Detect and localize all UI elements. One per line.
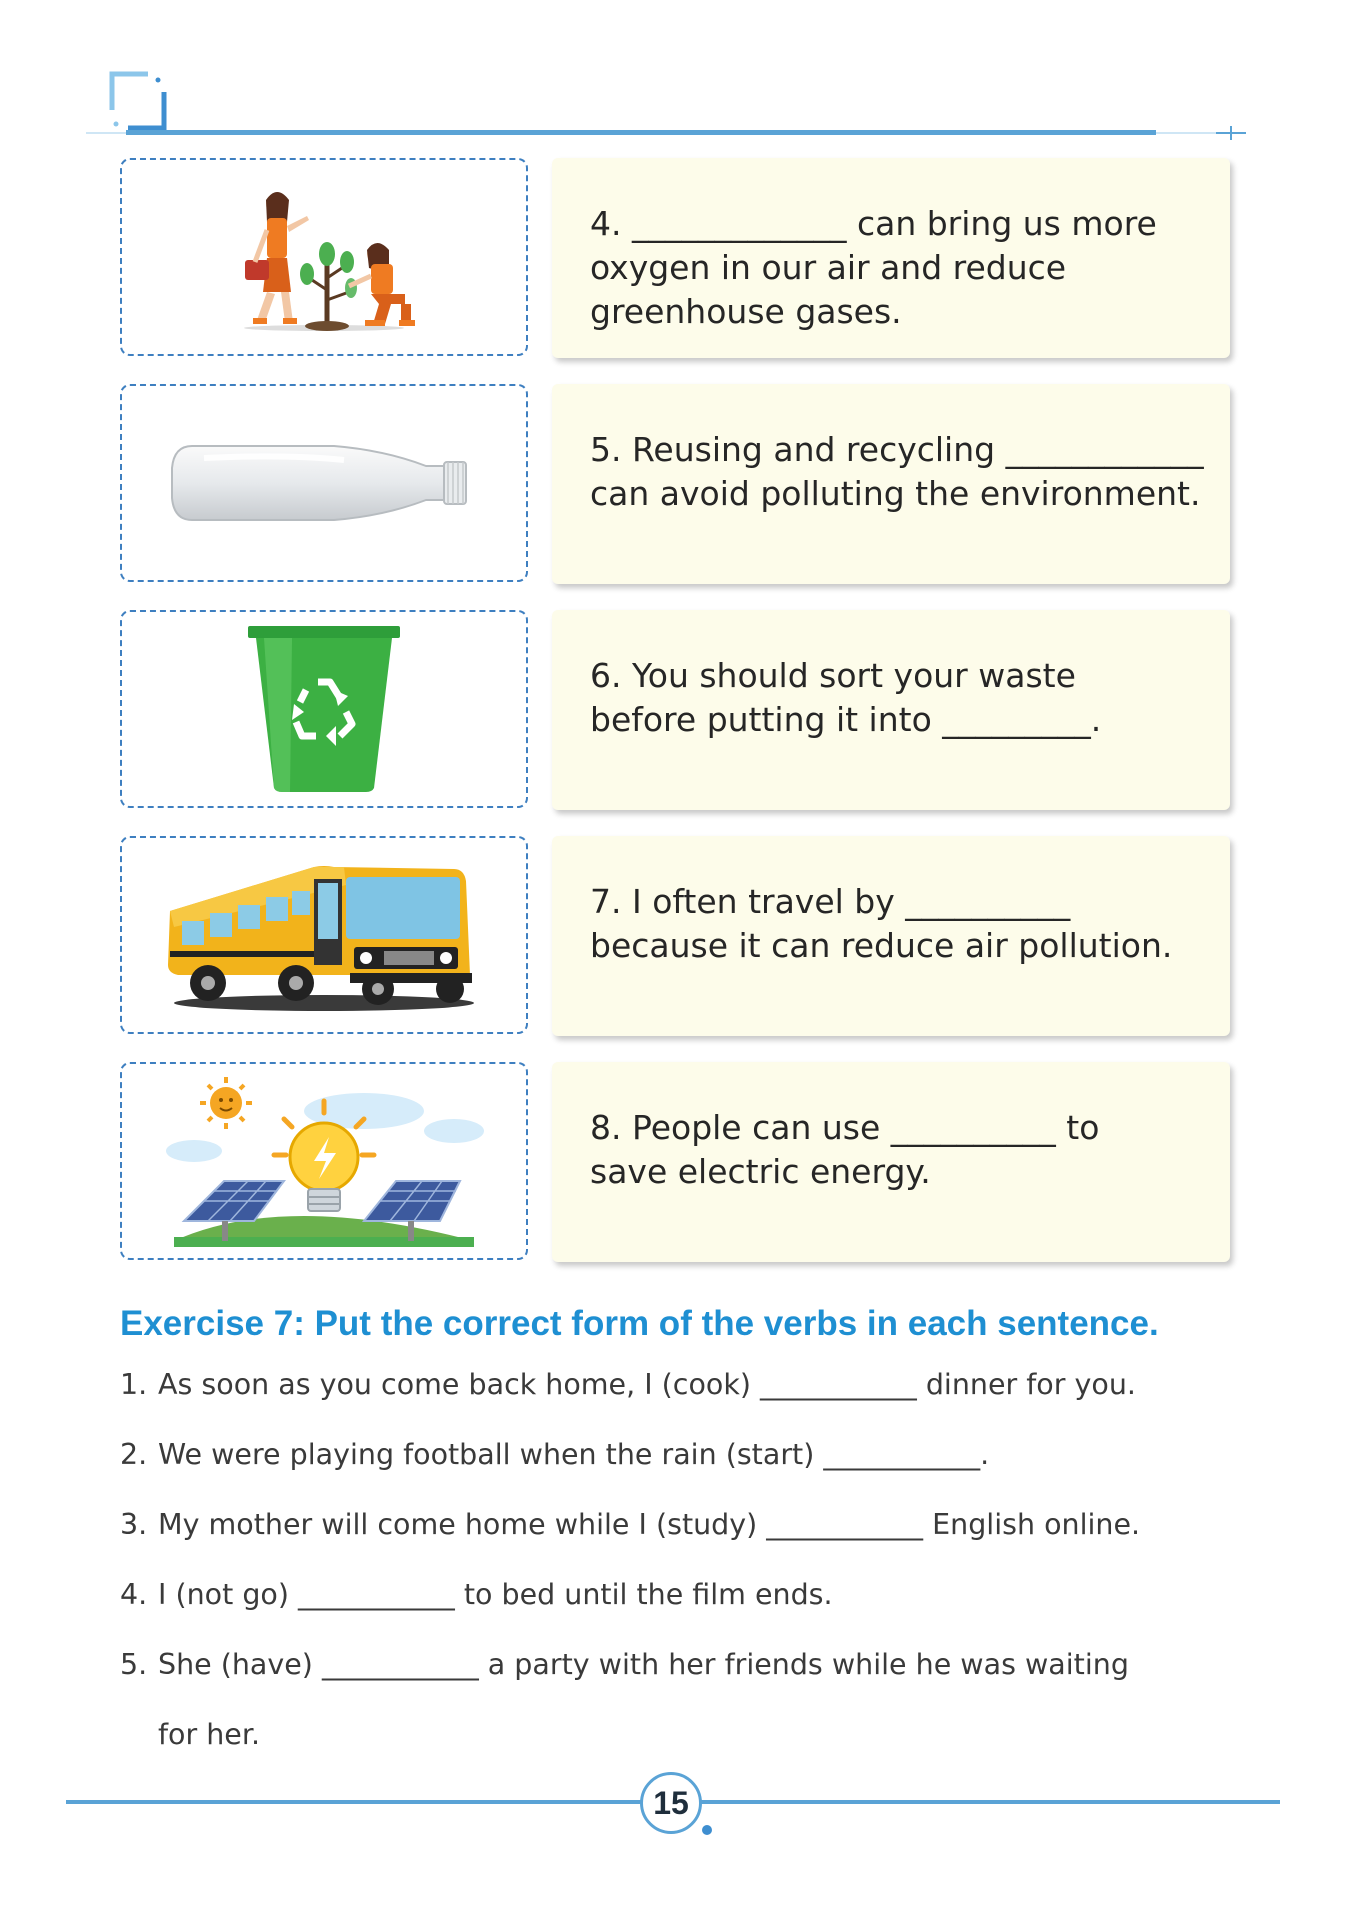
image-frame bbox=[120, 158, 528, 356]
question-row bbox=[120, 384, 1230, 588]
question-card bbox=[552, 158, 1230, 358]
question-text: 4. _____________ can bring us more oxygen in our air and reduce greenhouse gases. bbox=[590, 204, 1157, 331]
item-text: We were playing football when the rain (start) ___________. bbox=[158, 1438, 990, 1471]
question-row bbox=[120, 610, 1230, 814]
corner-bracket-icon bbox=[108, 70, 168, 132]
exercise-item bbox=[120, 1578, 833, 1611]
item-text: My mother will come home while I (study) ___________ English online. bbox=[158, 1508, 1141, 1541]
item-text: As soon as you come back home, I (cook) ___________ dinner for you. bbox=[158, 1368, 1136, 1401]
exercise-item bbox=[120, 1368, 1136, 1401]
question-text: 6. You should sort your waste before putting it into _________. bbox=[590, 656, 1102, 739]
solar-energy-icon bbox=[164, 1071, 484, 1251]
question-card bbox=[552, 836, 1230, 1036]
image-frame bbox=[120, 836, 528, 1034]
page-number: 15 bbox=[640, 1772, 702, 1834]
header-rule bbox=[86, 126, 1246, 140]
item-text: I (not go) ___________ to bed until the film ends. bbox=[158, 1578, 833, 1611]
page-dot-decoration bbox=[702, 1825, 712, 1835]
question-row bbox=[120, 836, 1230, 1040]
question-row bbox=[120, 158, 1230, 362]
item-number: 1. bbox=[120, 1368, 148, 1401]
question-text: 5. Reusing and recycling ____________ can avoid polluting the environment. bbox=[590, 430, 1204, 513]
plastic-bottle-icon bbox=[164, 428, 484, 538]
question-text: 8. People can use __________ to save electric energy. bbox=[590, 1108, 1100, 1191]
school-bus-icon bbox=[164, 855, 484, 1015]
recycling-bin-icon bbox=[244, 624, 404, 794]
item-continuation: for her. bbox=[158, 1718, 261, 1751]
image-frame bbox=[120, 384, 528, 582]
item-number: 3. bbox=[120, 1508, 148, 1541]
exercise-item bbox=[120, 1648, 1129, 1681]
item-number: 2. bbox=[120, 1438, 148, 1471]
question-card bbox=[552, 610, 1230, 810]
exercise-item bbox=[120, 1438, 989, 1471]
item-number: 5. bbox=[120, 1648, 148, 1681]
item-number: 4. bbox=[120, 1578, 148, 1611]
planting-tree-icon bbox=[209, 182, 439, 332]
image-frame bbox=[120, 1062, 528, 1260]
exercise-title: Exercise 7: Put the correct form of the verbs in each sentence. bbox=[120, 1304, 1159, 1343]
question-row bbox=[120, 1062, 1230, 1266]
question-card bbox=[552, 384, 1230, 584]
item-text: She (have) ___________ a party with her friends while he was waiting bbox=[158, 1648, 1129, 1681]
image-frame bbox=[120, 610, 528, 808]
question-text: 7. I often travel by __________ because it can reduce air pollution. bbox=[590, 882, 1173, 965]
exercise-item bbox=[120, 1508, 1140, 1541]
question-card bbox=[552, 1062, 1230, 1262]
